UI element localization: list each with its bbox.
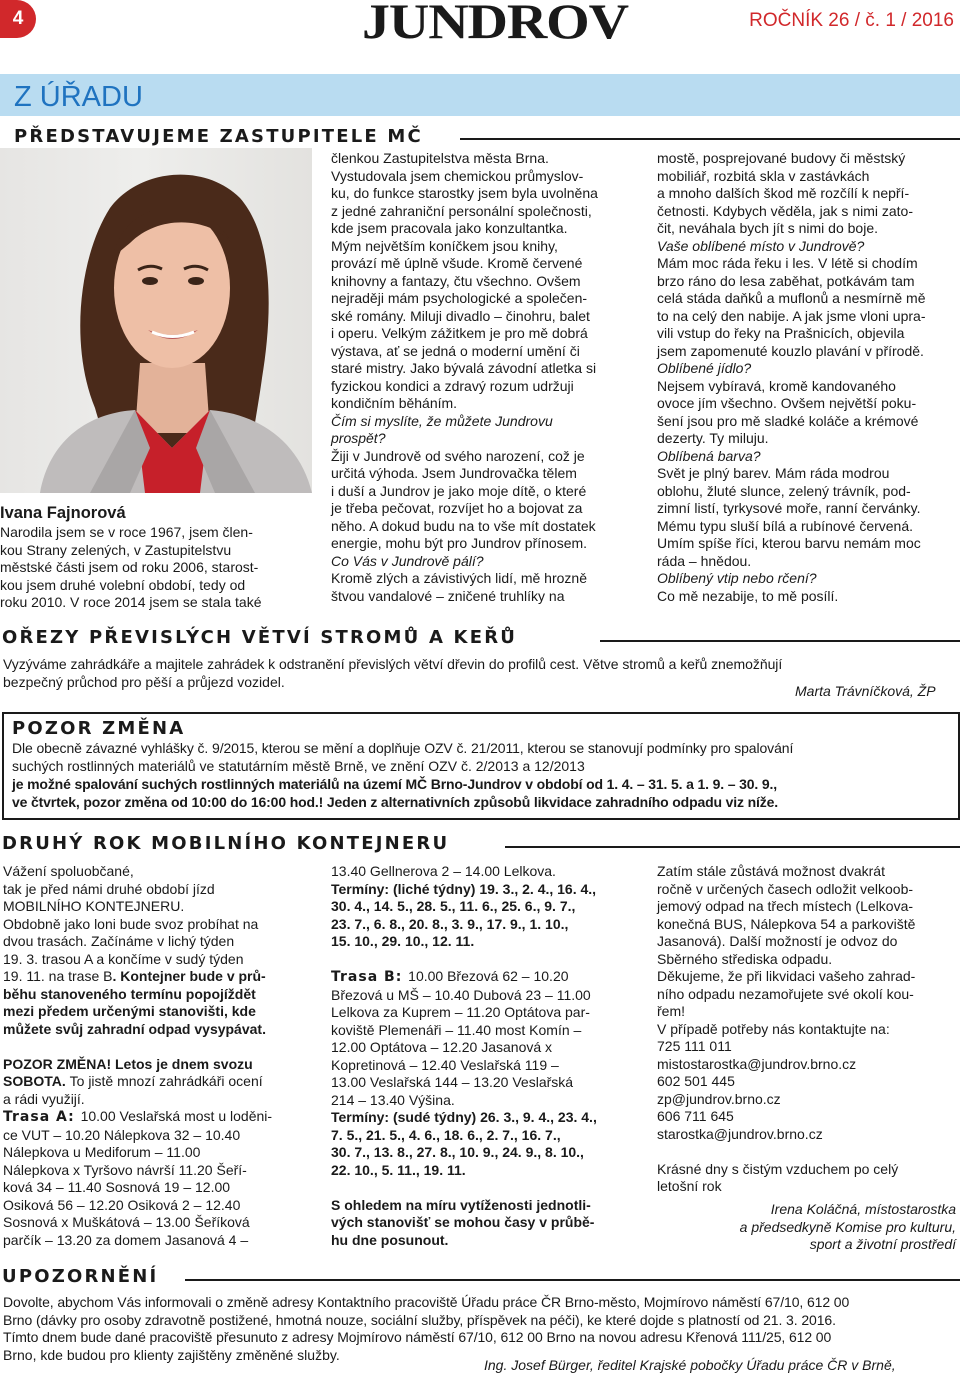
text-line: zimní listí, tyrkysové moře, ranní červánky. (657, 500, 921, 516)
text-line: Sosnová x Muškátová – 13.00 Šeříková (3, 1214, 250, 1230)
heading-rule (600, 640, 960, 642)
text-line: POZOR ZMĚNA! Letos je dnem svozu (3, 1055, 253, 1072)
text-line: 13.40 Gellnerova 2 – 14.00 Lelkova. (331, 863, 556, 879)
text-line: fyzickou kondici a zdravý rozum udržuji (331, 377, 574, 394)
text-line: celá stáda daňků a muflonů a nesmírně mě (657, 290, 926, 306)
body-line: Tímto dnem bude dané pracoviště přesunuto z adresy Mojmírovo náměstí 67/10, 612 00 Brno na novou adresu Křenová 111/25, 612 00 (3, 1329, 832, 1345)
text-line: je třeba pečovat, rozvíjet ho a bojovat za (331, 500, 583, 516)
text-line: městské části jsem od roku 2006, starost- (0, 559, 259, 575)
text-line: Co mě nezabije, to mě posílí. (657, 587, 839, 604)
text-line: Trasa B: 10.00 Březová 62 – 10.20 (331, 968, 569, 985)
text-line: Oblíbené jídlo? (657, 360, 752, 376)
text-line: oblohu, žluté slunce, zelený trávník, pod- (657, 482, 911, 499)
text-line: Termíny: (sudé týdny) 26. 3., 9. 4., 23. 4., (331, 1109, 597, 1125)
text-line: hu dne posunout. (331, 1231, 449, 1248)
article-heading-upozorneni: UPOZORNĚNÍ (2, 1266, 159, 1287)
text-line: výstava, ať se jedná o moderní umění či (331, 342, 580, 359)
text-line (3, 1038, 308, 1056)
text-line: a mnoho dalších škod mě rozčílí k nepří- (657, 185, 910, 201)
text-line: Termíny: (liché týdny) 19. 3., 2. 4., 16. 4., (331, 880, 597, 897)
article-heading-pozor: POZOR ZMĚNA (12, 718, 186, 739)
text-line: 19. 3. trasou A a končíme v sudý týden (3, 950, 244, 967)
text-line: 30. 7., 13. 8., 27. 8., 10. 9., 24. 9., 8. 10., (331, 1144, 584, 1160)
text-line: letošní rok (657, 1178, 722, 1194)
section-title: Z ÚŘADU (14, 81, 143, 113)
text-line: Narodila jsem se v roce 1967, jsem člen- (0, 524, 253, 540)
text-line: dezerty. Ty miluju. (657, 430, 769, 446)
text-line: mezi předem určenými stanovišti, kde (3, 1003, 256, 1019)
text-line: koviště Plemenáři – 11.40 most Komín – (331, 1021, 582, 1038)
text-line: Kopretinová – 12.40 Veslařská 119 – (331, 1056, 559, 1073)
text-line: Zatím stále zůstává možnost dvakrát (657, 863, 885, 879)
text-line: Březová u MŠ – 10.40 Dubová 23 – 11.00 (331, 986, 591, 1003)
text-line: Osiková 56 – 12.20 Osiková 2 – 12.40 (3, 1196, 241, 1213)
magazine-logo: JUNDROV (362, 0, 628, 49)
text-line: prospět? (331, 430, 386, 446)
issue-label: ROČNÍK 26 / č. 1 / 2016 (749, 10, 954, 31)
text-line: Co Vás v Jundrově pálí? (331, 552, 484, 569)
text-line: řem! (657, 1003, 685, 1019)
text-line: Sběrného střediska odpadu. (657, 950, 833, 967)
text-line: Kromě zlých a závistivých lidí, mě hrozně (331, 570, 587, 586)
text-line: 13.00 Veslařská 144 – 13.20 Veslařská (331, 1074, 574, 1090)
text-line: starostka@jundrov.brno.cz (657, 1125, 823, 1142)
text-line: členkou Zastupitelstva města Brna. (331, 150, 549, 166)
text-line: SOBOTA. To jistě mnozí zahrádkáři ocení (3, 1073, 263, 1089)
text-line: to na celý den nabije. A jak jsme vloni upra- (657, 307, 926, 324)
text-line: parčík – 13.20 za domem Jasanová 4 – (3, 1231, 249, 1248)
text-line: běhu stanoveného termínu popojíždět (3, 985, 256, 1002)
article3-line3: je možné spalování suchých rostlinných materiálů na území MČ Brno-Jundrov v období od 1. 4. – 31. 5. a 1. 9. – 30. 9., (12, 776, 777, 792)
text-line: Vystudovala jsem chemickou průmyslov- (331, 167, 584, 184)
text-line: 214 – 13.40 Výšina. (331, 1091, 455, 1108)
text-line: mobiliář, rozbitá skla v zastávkách (657, 167, 870, 184)
text-line: ovoce jím všechno. Ovšem největší poku- (657, 395, 917, 411)
page-number-badge: 4 (0, 0, 36, 38)
text-line: ské romány. Miluji divadlo – činohru, balet (331, 307, 590, 324)
text-line: šení jsou pro mě sladké koláče a krémové (657, 412, 919, 429)
text-line: vých stanovišť se mohou časy v průbě- (331, 1214, 595, 1230)
article1-column2 (331, 150, 631, 605)
text-line: S ohledem na míru vytíženosti jednotli- (331, 1196, 591, 1213)
text-line: četnosti. Kdybych věděla, jak s nimi zato- (657, 202, 914, 219)
text-line: ková 34 – 11.40 Sosnová 19 – 12.00 (3, 1179, 231, 1195)
article4-column1 (3, 863, 308, 1249)
portrait-illustration (0, 148, 312, 493)
article2-line2: bezpečný průchod pro pěší a průjezd vozidel. (3, 674, 285, 690)
text-line: Oblíbený vtip nebo rčení? (657, 570, 817, 586)
text-line: tak je před námi druhé období jízd (3, 880, 215, 897)
article2-line1: Vyzýváme zahrádkáře a majitele zahrádek k odstranění převislých větví dřevin do profilů cest. Větve stromů a keřů znemožňují (3, 656, 783, 672)
text-line: Oblíbená barva? (657, 447, 761, 464)
text-line: staré mistry. Jako bývalá závodní atletka si (331, 360, 597, 376)
heading-rule (505, 846, 960, 848)
text-line: roku 2010. V roce 2014 jsem se stala také (0, 594, 262, 610)
article5-signature: Ing. Josef Bürger, ředitel Krajské pobočky Úřadu práce ČR v Brně, (484, 1357, 896, 1373)
article3-line2: suchých rostlinných materiálů ve statutárním městě Brně, ve znění OZV č. 2/2013 a 12/2013 (12, 758, 585, 774)
text-line: Lelkova za Kuprem – 11.20 Optátova par- (331, 1004, 590, 1020)
text-line: Krásné dny s čistým vzduchem po celý (657, 1160, 899, 1177)
article4-signature (600, 1201, 956, 1254)
text-line: ročně v určených časech odložit velkoob- (657, 880, 914, 897)
text-line: štvou vandalové – zničené truhlíky na (331, 587, 565, 604)
text-line: Nálepkova u Mediforum – 11.00 (3, 1144, 201, 1160)
text-line: jsem zapomenuté kouzlo plavání v přírodě. (657, 342, 924, 359)
text-line: vili vstup do řeky na Prašnicích, objevila (657, 325, 905, 341)
text-line: čit, neváhala bych jít s nimi do boje. (657, 220, 879, 236)
text-line: něho. A dokud budu na to vše mít dostatek (331, 517, 596, 534)
text-line: Nejsem vybíravá, kromě kandovaného (657, 377, 896, 394)
text-line: Mám moc ráda řeku i les. V létě si chodím (657, 255, 918, 271)
text-line: jemový odpad na třech místech (Lelkova- (657, 898, 914, 914)
text-line: Žiji v Jundrově od svého narození, což je (331, 447, 585, 464)
text-line: nejraději mám psychologické a společen- (331, 290, 588, 306)
text-line: ce VUT – 10.20 Nálepkova 32 – 10.40 (3, 1126, 241, 1143)
text-line: 12.00 Optátova – 12.20 Jasanová x (331, 1039, 553, 1055)
text-line: i operu. Velkým zážitkem je pro mě dobrá (331, 325, 588, 341)
text-line (331, 1179, 631, 1197)
section-band (0, 74, 960, 116)
text-line: 23. 7., 6. 8., 20. 8., 3. 9., 17. 9., 1. 10., (331, 915, 569, 932)
text-line: zp@jundrov.brno.cz (657, 1090, 781, 1107)
text-line: ního odpadu nezamořujete své okolí kou- (657, 985, 914, 1002)
text-line: kde jsem pracovala jako konzultantka. (331, 220, 568, 236)
text-line: ku, do funkce starostky jsem byla uvolněna (331, 185, 598, 201)
person-name: Ivana Fajnorová (0, 504, 126, 522)
text-line: a rádi využijí. (3, 1090, 85, 1107)
text-line: konečná BUS, Nálepkova 54 a parkoviště (657, 915, 916, 932)
text-line: z jedné zahraniční personální společnosti, (331, 202, 592, 219)
signature-line: a předsedkyně Komise pro kulturu, (739, 1218, 956, 1235)
article3-line4: ve čtvrtek, pozor změna od 10:00 do 16:00 hod.! Jeden z alternativních způsobů likvidace zahradního odpadu viz níže. (12, 794, 778, 810)
article3-line1: Dle obecně závazné vyhlášky č. 9/2015, kterou se mění a doplňuje OZV č. 21/2011, kterou se stanovují podmínky pro spalování (12, 740, 794, 756)
body-line: Brno (dávky pro osoby zdravotně postižené, hmotná nouze, sociální služby, příspěvek na péči), ke které dojde s platností od 21. 3. 2016. (3, 1311, 836, 1328)
text-line: Děkujeme, že při likvidaci vašeho zahrad- (657, 968, 916, 984)
text-line: můžete svůj zahradní odpad vysypávat. (3, 1020, 266, 1037)
text-line: Nálepkova x Tyršovo návrší 11.20 Šeří- (3, 1161, 247, 1178)
text-line: kou jsem druhé volební období, tedy od (0, 576, 246, 593)
text-line: provází mě úplně všude. Kromě červené (331, 255, 583, 271)
article-heading-zastupitele: PŘEDSTAVUJEME ZASTUPITELE MČ (14, 126, 423, 147)
body-line: Brno, kde budou pro klienty zajištěny změněné služby. (3, 1346, 340, 1363)
text-line: dvou trasách. Začínáme v lichý týden (3, 933, 235, 949)
article5-body (3, 1294, 960, 1364)
article2-signature: Marta Trávníčková, ŽP (795, 683, 936, 699)
text-line: 7. 5., 21. 5., 4. 6., 18. 6., 2. 7., 16. 7., (331, 1126, 561, 1143)
text-line: ráda – hnědou. (657, 552, 752, 569)
text-line: Mým největším koníčkem jsou knihy, (331, 237, 558, 254)
text-line: 602 501 445 (657, 1073, 735, 1089)
text-line: Umím spíše říci, kterou barvu nemám moc (657, 535, 921, 551)
text-line: Vaše oblíbené místo v Jundrově? (657, 237, 865, 254)
heading-rule (460, 138, 960, 140)
text-line (331, 951, 631, 969)
text-line: určitá výhoda. Jsem Jundrovačka tělem (331, 465, 577, 481)
text-line: Svět je plný barev. Mám ráda modrou (657, 465, 890, 481)
signature-line: Irena Koláčná, místostarostka (770, 1201, 956, 1217)
article1-column1 (0, 524, 308, 612)
text-line: V případě potřeby nás kontaktujte na: (657, 1020, 890, 1037)
text-line: mistostarostka@jundrov.brno.cz (657, 1055, 857, 1072)
heading-rule (185, 1279, 960, 1281)
text-line (657, 1143, 957, 1161)
text-line: brzo ráno do lesa zaběhat, potkávám tam (657, 272, 915, 289)
article1-column3 (657, 150, 957, 605)
text-line: Vážení spoluobčané, (3, 863, 134, 879)
text-line: mostě, posprejované budovy či městský (657, 150, 906, 166)
text-line: Obdobně jako loni bude svoz probíhat na (3, 915, 259, 932)
article4-column2 (331, 863, 631, 1249)
article-heading-kontejner: DRUHÝ ROK MOBILNÍHO KONTEJNERU (2, 833, 450, 854)
text-line: Mému typu sluší bílá a rubínové červená. (657, 517, 914, 534)
body-line: Dovolte, abychom Vás informovali o změně adresy Kontaktního pracoviště Úřadu práce ČR Brno-město, Mojmírovo náměstí 67/10, 612 00 (3, 1294, 850, 1310)
text-line: knihovny a fantazy, čtu všechno. Ovšem (331, 272, 581, 289)
text-line: Jasanová). Další možností je odvoz do (657, 933, 898, 949)
text-line: 725 111 011 (657, 1038, 732, 1054)
text-line: energie, mohu být pro Jundrov přínosem. (331, 535, 588, 551)
text-line: 15. 10., 29. 10., 12. 11. (331, 933, 475, 949)
text-line: Trasa A: 10.00 Veslařská most u loděni- (3, 1108, 273, 1125)
text-line: 606 711 645 (657, 1108, 734, 1124)
text-line: MOBILNÍHO KONTEJNERU. (3, 898, 185, 914)
text-line: 22. 10., 5. 11., 19. 11. (331, 1161, 466, 1178)
text-line: 19. 11. na trase B. Kontejner bude v prů- (3, 968, 266, 984)
article-heading-orezy: OŘEZY PŘEVISLÝCH VĚTVÍ STROMŮ A KEŘŮ (2, 627, 518, 648)
text-line: 30. 4., 14. 5., 28. 5., 11. 6., 25. 6., 9. 7., (331, 898, 576, 914)
text-line: kondičním běháním. (331, 395, 458, 411)
text-line: Čím si myslíte, že můžete Jundrovu (331, 412, 553, 429)
portrait-photo (0, 148, 312, 493)
article4-column3 (657, 863, 957, 1196)
text-line: i duší a Jundrov je jako moje dítě, o které (331, 482, 587, 499)
signature-line: sport a životní prostředí (809, 1236, 956, 1252)
text-line: kou Strany zelených, v Zastupitelstvu (0, 541, 232, 558)
